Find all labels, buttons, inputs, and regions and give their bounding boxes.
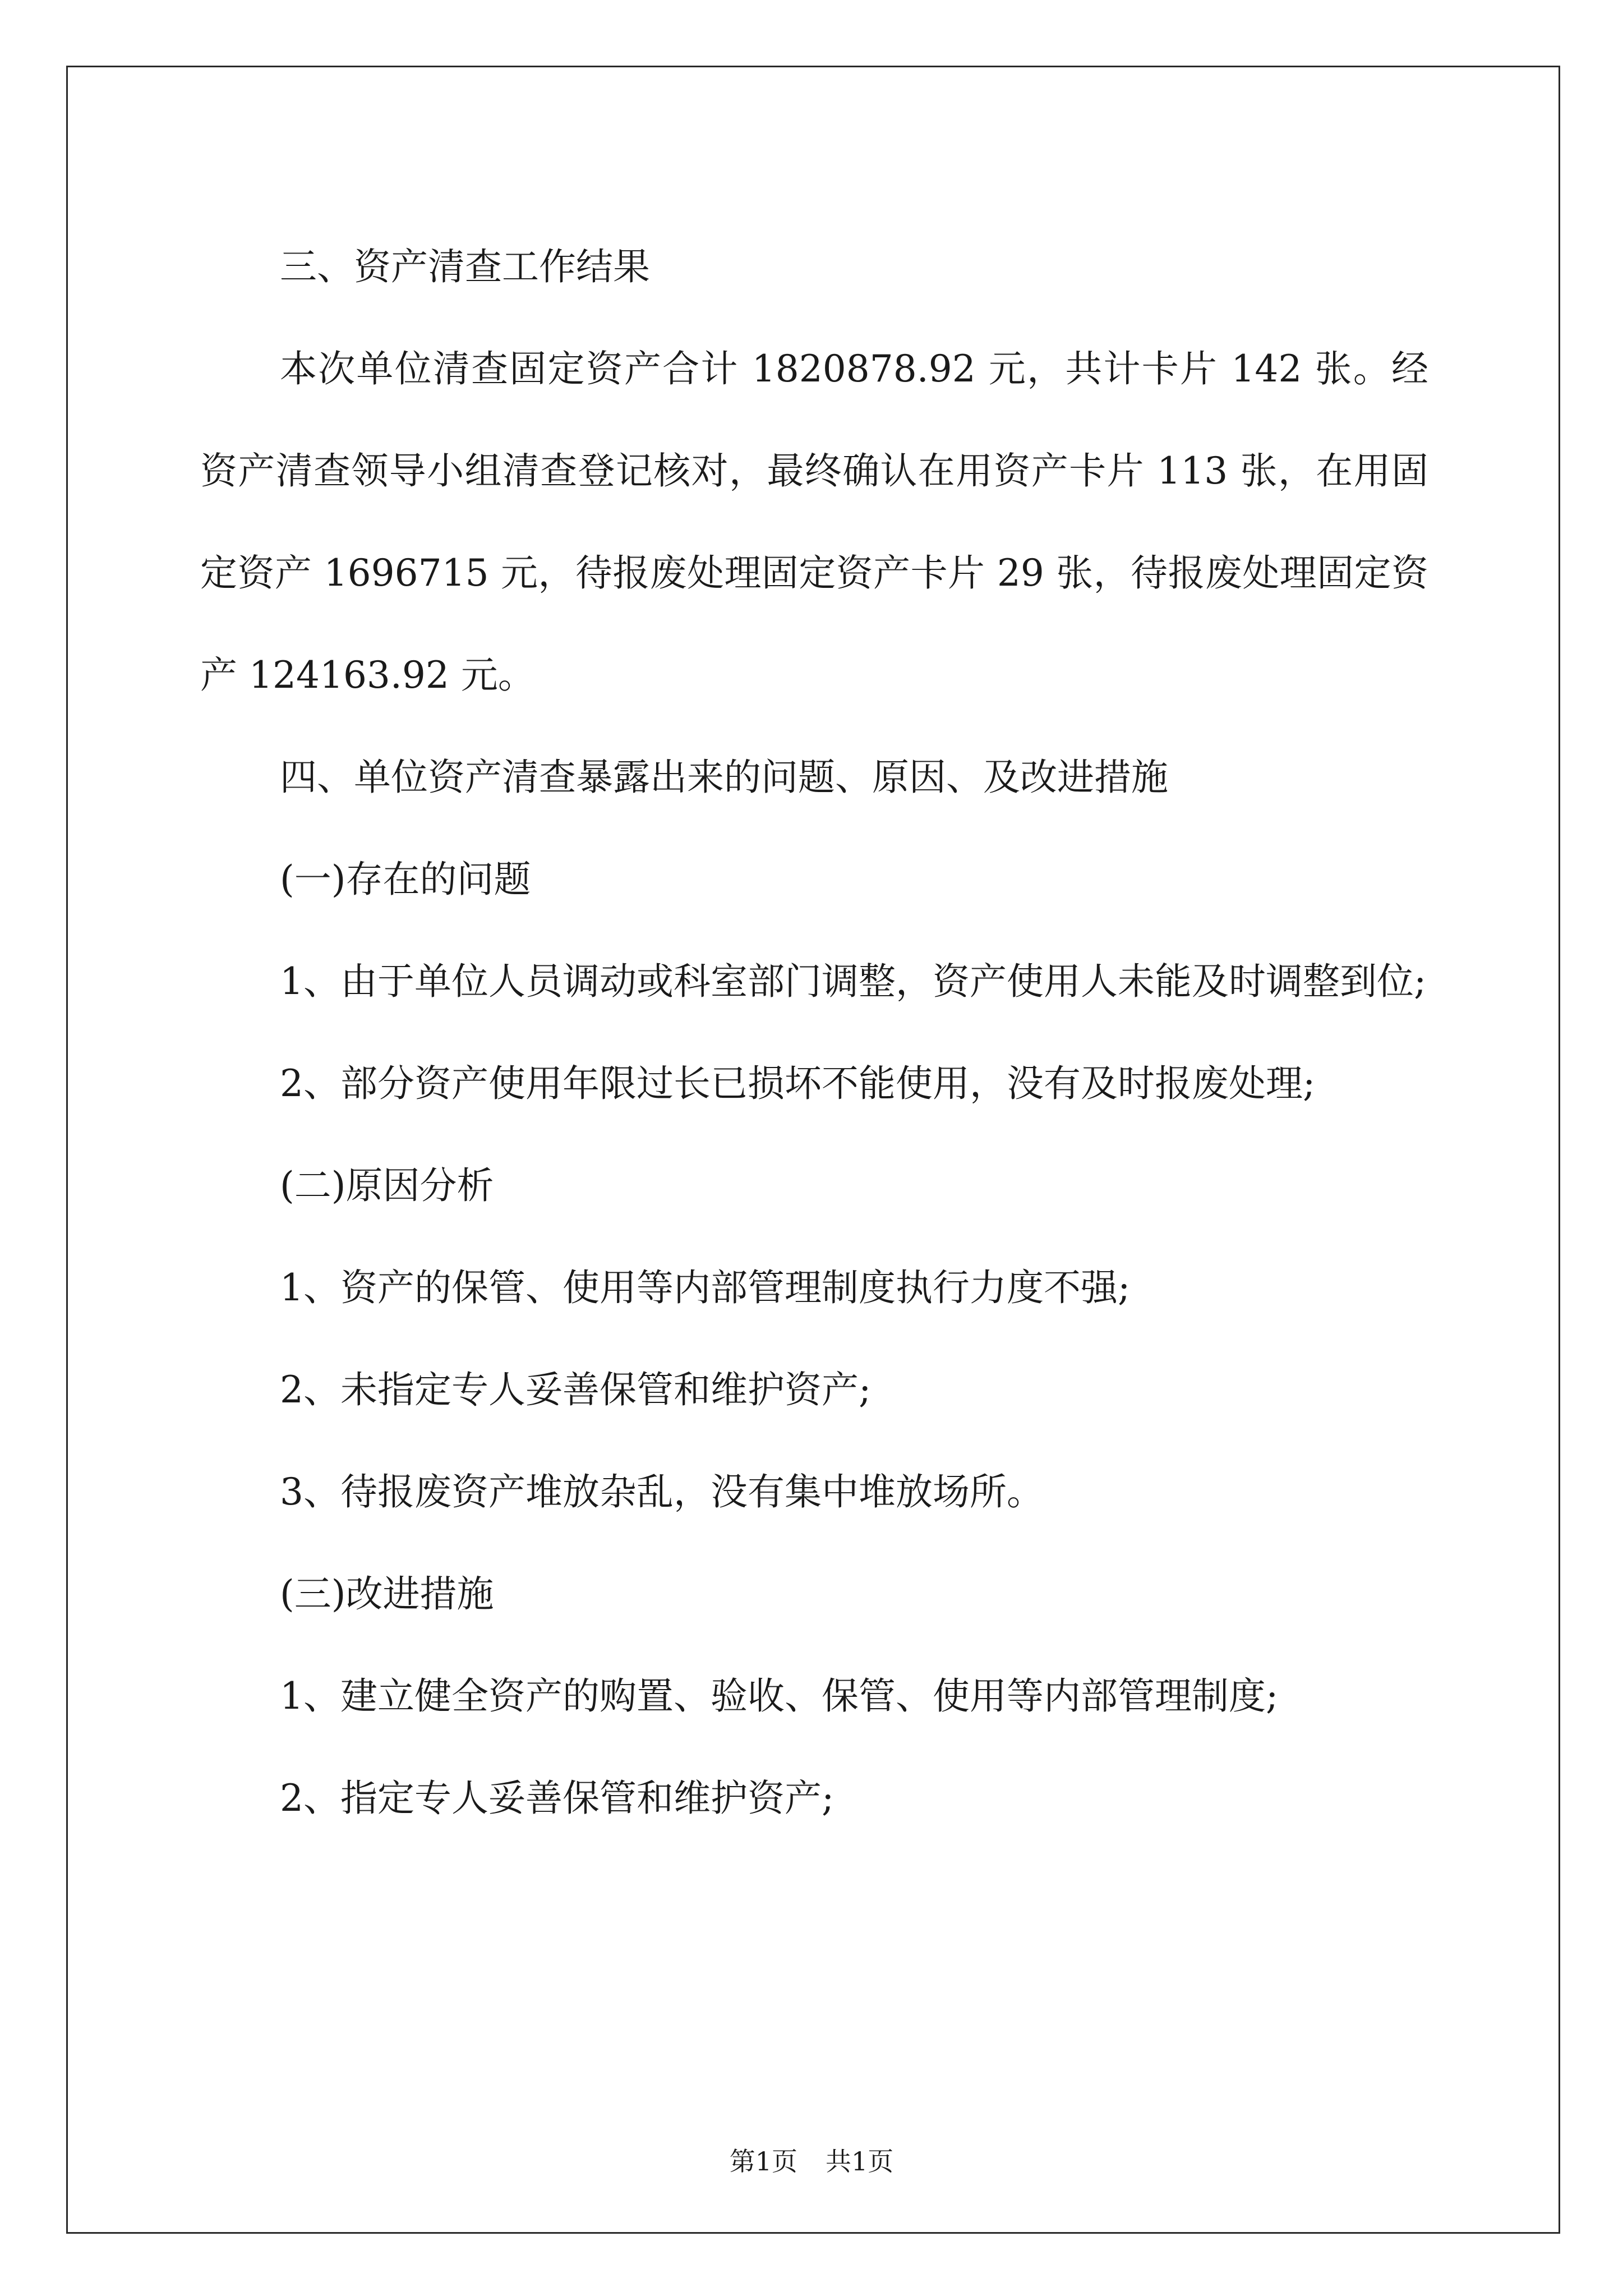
section-heading-results: 三、资产清查工作结果 [280,245,650,288]
subheading-improvement-measures: (三)改进措施 [280,1572,494,1616]
page-number-total: 共1页 [826,2146,894,2177]
page-footer [0,2145,1623,2178]
page-number-current: 第1页 [729,2146,797,2177]
list-item-cause-1: 1、资产的保管、使用等内部管理制度执行力度不强; [280,1266,1131,1309]
subheading-cause-analysis: (二)原因分析 [280,1164,494,1207]
list-item-problem-2: 2、部分资产使用年限过长已损坏不能使用，没有及时报废处理; [280,1062,1316,1105]
list-item-cause-2: 2、未指定专人妥善保管和维护资产; [280,1368,872,1411]
list-item-measure-1: 1、建立健全资产的购置、验收、保管、使用等内部管理制度; [280,1674,1279,1718]
list-item-problem-1: 1、由于单位人员调动或科室部门调整，资产使用人未能及时调整到位; [280,960,1427,1003]
paragraph-results-summary: 本次单位清查固定资产合计 1820878.92 元，共计卡片 142 张。经资产清查领导小组清查登记核对，最终确认在用资产卡片 113 张，在用固定资产 1696715 元，待报废处理固定资产卡片 29 张，待报废处理固定资产 124163.92 元。 [200,347,1428,697]
list-item-cause-3: 3、待报废资产堆放杂乱，没有集中堆放场所。 [280,1470,1044,1513]
list-item-measure-2: 2、指定专人妥善保管和维护资产; [280,1777,834,1820]
section-heading-issues: 四、单位资产清查暴露出来的问题、原因、及改进措施 [280,756,1168,799]
document-body [200,216,1428,1849]
subheading-existing-problems: (一)存在的问题 [280,858,531,901]
